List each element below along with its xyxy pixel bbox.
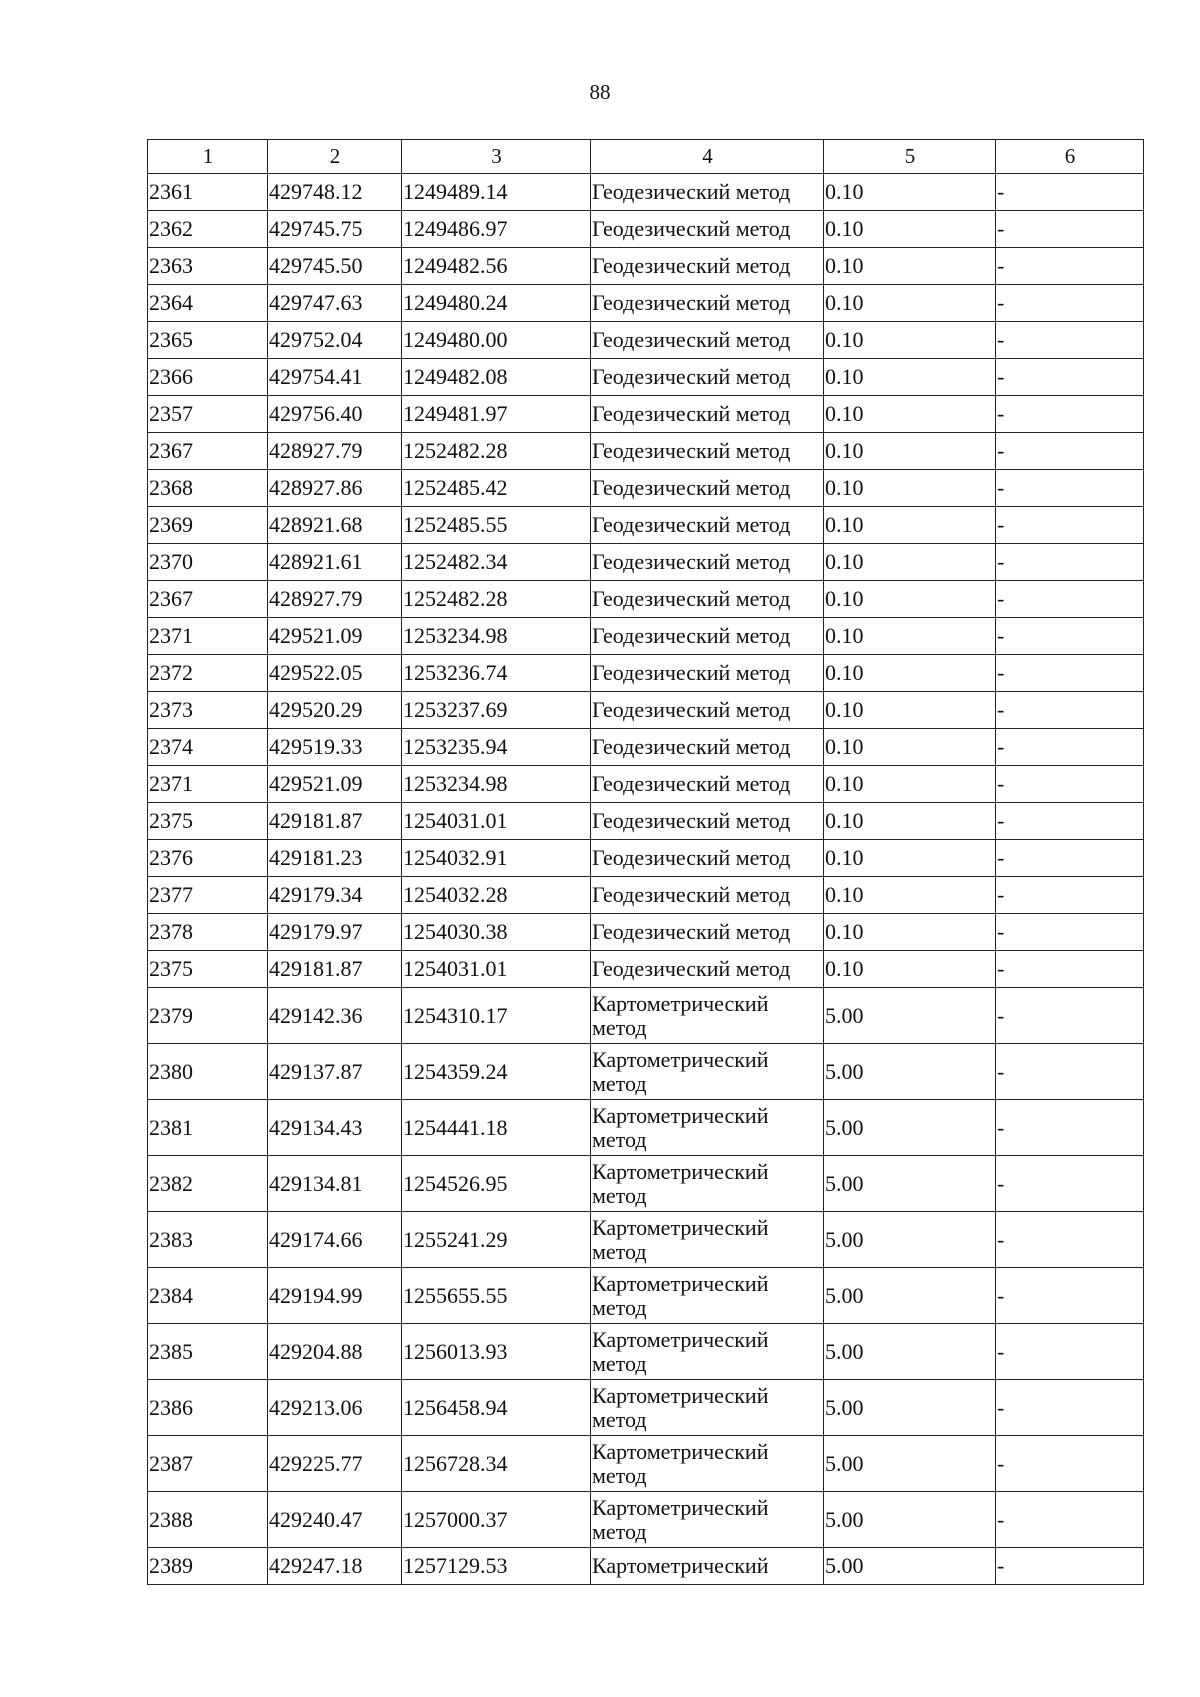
method-cell: Геодезический метод xyxy=(591,803,824,840)
accuracy-cell: 0.10 xyxy=(824,803,996,840)
method-cell: Геодезический метод xyxy=(591,248,824,285)
x-coordinate-cell: 429179.34 xyxy=(268,877,402,914)
method-cell: Картометрический xyxy=(591,1548,824,1585)
note-cell: - xyxy=(996,359,1144,396)
y-coordinate-cell: 1256458.94 xyxy=(402,1380,591,1436)
method-cell: Картометрический метод xyxy=(591,1212,824,1268)
y-coordinate-cell: 1253234.98 xyxy=(402,766,591,803)
y-coordinate-cell: 1249480.24 xyxy=(402,285,591,322)
note-cell: - xyxy=(996,1268,1144,1324)
note-cell: - xyxy=(996,470,1144,507)
accuracy-cell: 0.10 xyxy=(824,581,996,618)
accuracy-cell: 0.10 xyxy=(824,692,996,729)
point-number-cell: 2388 xyxy=(148,1492,268,1548)
method-cell: Картометрический метод xyxy=(591,1044,824,1100)
point-number-cell: 2373 xyxy=(148,692,268,729)
y-coordinate-cell: 1254310.17 xyxy=(402,988,591,1044)
accuracy-cell: 5.00 xyxy=(824,1436,996,1492)
coordinates-table xyxy=(147,139,1144,1585)
point-number-cell: 2369 xyxy=(148,507,268,544)
x-coordinate-cell: 429181.23 xyxy=(268,840,402,877)
y-coordinate-cell: 1253234.98 xyxy=(402,618,591,655)
x-coordinate-cell: 429745.50 xyxy=(268,248,402,285)
accuracy-cell: 5.00 xyxy=(824,1548,996,1585)
accuracy-cell: 5.00 xyxy=(824,1268,996,1324)
y-coordinate-cell: 1254359.24 xyxy=(402,1044,591,1100)
note-cell: - xyxy=(996,581,1144,618)
y-coordinate-cell: 1255655.55 xyxy=(402,1268,591,1324)
y-coordinate-cell: 1252482.28 xyxy=(402,433,591,470)
y-coordinate-cell: 1254030.38 xyxy=(402,914,591,951)
accuracy-cell: 0.10 xyxy=(824,433,996,470)
note-cell: - xyxy=(996,285,1144,322)
accuracy-cell: 0.10 xyxy=(824,248,996,285)
note-cell: - xyxy=(996,803,1144,840)
point-number-cell: 2372 xyxy=(148,655,268,692)
accuracy-cell: 0.10 xyxy=(824,840,996,877)
point-number-cell: 2375 xyxy=(148,803,268,840)
x-coordinate-cell: 429521.09 xyxy=(268,766,402,803)
y-coordinate-cell: 1256728.34 xyxy=(402,1436,591,1492)
accuracy-cell: 5.00 xyxy=(824,1044,996,1100)
x-coordinate-cell: 429754.41 xyxy=(268,359,402,396)
accuracy-cell: 5.00 xyxy=(824,1380,996,1436)
accuracy-cell: 0.10 xyxy=(824,951,996,988)
x-coordinate-cell: 429747.63 xyxy=(268,285,402,322)
accuracy-cell: 0.10 xyxy=(824,618,996,655)
x-coordinate-cell: 429756.40 xyxy=(268,396,402,433)
note-cell: - xyxy=(996,507,1144,544)
note-cell: - xyxy=(996,1492,1144,1548)
table-row xyxy=(148,359,1144,396)
table-row xyxy=(148,1268,1144,1324)
table-row xyxy=(148,1380,1144,1436)
y-coordinate-cell: 1249486.97 xyxy=(402,211,591,248)
point-number-cell: 2364 xyxy=(148,285,268,322)
point-number-cell: 2362 xyxy=(148,211,268,248)
x-coordinate-cell: 429519.33 xyxy=(268,729,402,766)
header-cell: 1 xyxy=(148,140,268,174)
x-coordinate-cell: 428927.86 xyxy=(268,470,402,507)
point-number-cell: 2374 xyxy=(148,729,268,766)
table-row xyxy=(148,729,1144,766)
y-coordinate-cell: 1254032.91 xyxy=(402,840,591,877)
y-coordinate-cell: 1253235.94 xyxy=(402,729,591,766)
x-coordinate-cell: 429752.04 xyxy=(268,322,402,359)
accuracy-cell: 0.10 xyxy=(824,655,996,692)
point-number-cell: 2378 xyxy=(148,914,268,951)
accuracy-cell: 0.10 xyxy=(824,211,996,248)
x-coordinate-cell: 428921.61 xyxy=(268,544,402,581)
table-row xyxy=(148,840,1144,877)
table-row xyxy=(148,322,1144,359)
table-row xyxy=(148,285,1144,322)
y-coordinate-cell: 1253236.74 xyxy=(402,655,591,692)
note-cell: - xyxy=(996,433,1144,470)
point-number-cell: 2380 xyxy=(148,1044,268,1100)
method-cell: Геодезический метод xyxy=(591,285,824,322)
header-cell: 3 xyxy=(402,140,591,174)
header-cell: 5 xyxy=(824,140,996,174)
x-coordinate-cell: 429137.87 xyxy=(268,1044,402,1100)
table-row xyxy=(148,1044,1144,1100)
x-coordinate-cell: 429204.88 xyxy=(268,1324,402,1380)
table-row xyxy=(148,655,1144,692)
point-number-cell: 2382 xyxy=(148,1156,268,1212)
y-coordinate-cell: 1254032.28 xyxy=(402,877,591,914)
x-coordinate-cell: 429521.09 xyxy=(268,618,402,655)
table-row xyxy=(148,507,1144,544)
note-cell: - xyxy=(996,174,1144,211)
method-cell: Геодезический метод xyxy=(591,581,824,618)
point-number-cell: 2375 xyxy=(148,951,268,988)
point-number-cell: 2367 xyxy=(148,581,268,618)
table-row xyxy=(148,618,1144,655)
note-cell: - xyxy=(996,248,1144,285)
x-coordinate-cell: 429179.97 xyxy=(268,914,402,951)
y-coordinate-cell: 1257129.53 xyxy=(402,1548,591,1585)
x-coordinate-cell: 428927.79 xyxy=(268,433,402,470)
method-cell: Геодезический метод xyxy=(591,618,824,655)
y-coordinate-cell: 1256013.93 xyxy=(402,1324,591,1380)
point-number-cell: 2385 xyxy=(148,1324,268,1380)
x-coordinate-cell: 428927.79 xyxy=(268,581,402,618)
note-cell: - xyxy=(996,914,1144,951)
y-coordinate-cell: 1249489.14 xyxy=(402,174,591,211)
method-cell: Геодезический метод xyxy=(591,544,824,581)
table-body xyxy=(148,174,1144,1585)
accuracy-cell: 5.00 xyxy=(824,1324,996,1380)
method-cell: Картометрический метод xyxy=(591,1156,824,1212)
method-cell: Геодезический метод xyxy=(591,470,824,507)
table-row xyxy=(148,1492,1144,1548)
x-coordinate-cell: 429181.87 xyxy=(268,803,402,840)
table-row xyxy=(148,1100,1144,1156)
y-coordinate-cell: 1253237.69 xyxy=(402,692,591,729)
point-number-cell: 2371 xyxy=(148,766,268,803)
table-row xyxy=(148,544,1144,581)
table-row xyxy=(148,766,1144,803)
point-number-cell: 2381 xyxy=(148,1100,268,1156)
accuracy-cell: 0.10 xyxy=(824,396,996,433)
note-cell: - xyxy=(996,840,1144,877)
method-cell: Геодезический метод xyxy=(591,729,824,766)
point-number-cell: 2370 xyxy=(148,544,268,581)
accuracy-cell: 0.10 xyxy=(824,285,996,322)
point-number-cell: 2368 xyxy=(148,470,268,507)
note-cell: - xyxy=(996,877,1144,914)
x-coordinate-cell: 429745.75 xyxy=(268,211,402,248)
note-cell: - xyxy=(996,1436,1144,1492)
method-cell: Геодезический метод xyxy=(591,951,824,988)
accuracy-cell: 0.10 xyxy=(824,359,996,396)
note-cell: - xyxy=(996,692,1144,729)
page-number: 88 xyxy=(589,80,611,104)
method-cell: Картометрический метод xyxy=(591,1268,824,1324)
y-coordinate-cell: 1252482.34 xyxy=(402,544,591,581)
x-coordinate-cell: 429225.77 xyxy=(268,1436,402,1492)
x-coordinate-cell: 429134.81 xyxy=(268,1156,402,1212)
point-number-cell: 2377 xyxy=(148,877,268,914)
accuracy-cell: 0.10 xyxy=(824,174,996,211)
x-coordinate-cell: 429134.43 xyxy=(268,1100,402,1156)
table-row xyxy=(148,1324,1144,1380)
accuracy-cell: 5.00 xyxy=(824,1100,996,1156)
x-coordinate-cell: 429181.87 xyxy=(268,951,402,988)
note-cell: - xyxy=(996,988,1144,1044)
table-row xyxy=(148,470,1144,507)
accuracy-cell: 0.10 xyxy=(824,470,996,507)
table-row xyxy=(148,988,1144,1044)
table-row xyxy=(148,951,1144,988)
accuracy-cell: 5.00 xyxy=(824,1156,996,1212)
point-number-cell: 2387 xyxy=(148,1436,268,1492)
method-cell: Геодезический метод xyxy=(591,877,824,914)
y-coordinate-cell: 1252485.42 xyxy=(402,470,591,507)
point-number-cell: 2384 xyxy=(148,1268,268,1324)
header-cell: 2 xyxy=(268,140,402,174)
table-row xyxy=(148,248,1144,285)
note-cell: - xyxy=(996,1548,1144,1585)
method-cell: Картометрический метод xyxy=(591,1100,824,1156)
point-number-cell: 2386 xyxy=(148,1380,268,1436)
note-cell: - xyxy=(996,1380,1144,1436)
accuracy-cell: 5.00 xyxy=(824,1492,996,1548)
table-row xyxy=(148,1156,1144,1212)
method-cell: Геодезический метод xyxy=(591,507,824,544)
accuracy-cell: 5.00 xyxy=(824,988,996,1044)
x-coordinate-cell: 429240.47 xyxy=(268,1492,402,1548)
accuracy-cell: 0.10 xyxy=(824,322,996,359)
point-number-cell: 2371 xyxy=(148,618,268,655)
method-cell: Геодезический метод xyxy=(591,359,824,396)
method-cell: Картометрический метод xyxy=(591,1324,824,1380)
point-number-cell: 2389 xyxy=(148,1548,268,1585)
point-number-cell: 2383 xyxy=(148,1212,268,1268)
note-cell: - xyxy=(996,618,1144,655)
method-cell: Геодезический метод xyxy=(591,322,824,359)
note-cell: - xyxy=(996,322,1144,359)
method-cell: Геодезический метод xyxy=(591,174,824,211)
method-cell: Геодезический метод xyxy=(591,211,824,248)
note-cell: - xyxy=(996,655,1144,692)
method-cell: Картометрический метод xyxy=(591,1436,824,1492)
method-cell: Геодезический метод xyxy=(591,766,824,803)
y-coordinate-cell: 1255241.29 xyxy=(402,1212,591,1268)
point-number-cell: 2376 xyxy=(148,840,268,877)
x-coordinate-cell: 429520.29 xyxy=(268,692,402,729)
accuracy-cell: 5.00 xyxy=(824,1212,996,1268)
note-cell: - xyxy=(996,211,1144,248)
x-coordinate-cell: 429194.99 xyxy=(268,1268,402,1324)
y-coordinate-cell: 1257000.37 xyxy=(402,1492,591,1548)
y-coordinate-cell: 1249481.97 xyxy=(402,396,591,433)
method-cell: Картометрический метод xyxy=(591,1492,824,1548)
x-coordinate-cell: 429247.18 xyxy=(268,1548,402,1585)
note-cell: - xyxy=(996,1044,1144,1100)
accuracy-cell: 0.10 xyxy=(824,914,996,951)
table-header-row xyxy=(148,140,1144,174)
table-row xyxy=(148,877,1144,914)
table-row xyxy=(148,1548,1144,1585)
y-coordinate-cell: 1252485.55 xyxy=(402,507,591,544)
point-number-cell: 2367 xyxy=(148,433,268,470)
table-row xyxy=(148,581,1144,618)
table-row xyxy=(148,914,1144,951)
table-row xyxy=(148,692,1144,729)
accuracy-cell: 0.10 xyxy=(824,766,996,803)
method-cell: Геодезический метод xyxy=(591,914,824,951)
y-coordinate-cell: 1249482.56 xyxy=(402,248,591,285)
accuracy-cell: 0.10 xyxy=(824,544,996,581)
point-number-cell: 2379 xyxy=(148,988,268,1044)
note-cell: - xyxy=(996,1324,1144,1380)
note-cell: - xyxy=(996,544,1144,581)
method-cell: Геодезический метод xyxy=(591,692,824,729)
x-coordinate-cell: 429522.05 xyxy=(268,655,402,692)
note-cell: - xyxy=(996,1156,1144,1212)
method-cell: Картометрический метод xyxy=(591,1380,824,1436)
x-coordinate-cell: 429142.36 xyxy=(268,988,402,1044)
accuracy-cell: 0.10 xyxy=(824,507,996,544)
y-coordinate-cell: 1249482.08 xyxy=(402,359,591,396)
header-cell: 4 xyxy=(591,140,824,174)
table-row xyxy=(148,1436,1144,1492)
method-cell: Геодезический метод xyxy=(591,396,824,433)
method-cell: Геодезический метод xyxy=(591,655,824,692)
y-coordinate-cell: 1254031.01 xyxy=(402,951,591,988)
accuracy-cell: 0.10 xyxy=(824,729,996,766)
note-cell: - xyxy=(996,1212,1144,1268)
table-row xyxy=(148,433,1144,470)
y-coordinate-cell: 1252482.28 xyxy=(402,581,591,618)
note-cell: - xyxy=(996,396,1144,433)
header-cell: 6 xyxy=(996,140,1144,174)
x-coordinate-cell: 429213.06 xyxy=(268,1380,402,1436)
point-number-cell: 2363 xyxy=(148,248,268,285)
table-row xyxy=(148,803,1144,840)
y-coordinate-cell: 1254526.95 xyxy=(402,1156,591,1212)
note-cell: - xyxy=(996,729,1144,766)
point-number-cell: 2361 xyxy=(148,174,268,211)
note-cell: - xyxy=(996,766,1144,803)
x-coordinate-cell: 429174.66 xyxy=(268,1212,402,1268)
y-coordinate-cell: 1249480.00 xyxy=(402,322,591,359)
point-number-cell: 2365 xyxy=(148,322,268,359)
x-coordinate-cell: 429748.12 xyxy=(268,174,402,211)
table-row xyxy=(148,1212,1144,1268)
table-row xyxy=(148,174,1144,211)
table-row xyxy=(148,396,1144,433)
x-coordinate-cell: 428921.68 xyxy=(268,507,402,544)
y-coordinate-cell: 1254031.01 xyxy=(402,803,591,840)
method-cell: Картометрический метод xyxy=(591,988,824,1044)
accuracy-cell: 0.10 xyxy=(824,877,996,914)
y-coordinate-cell: 1254441.18 xyxy=(402,1100,591,1156)
method-cell: Геодезический метод xyxy=(591,433,824,470)
point-number-cell: 2366 xyxy=(148,359,268,396)
point-number-cell: 2357 xyxy=(148,396,268,433)
table-row xyxy=(148,211,1144,248)
method-cell: Геодезический метод xyxy=(591,840,824,877)
note-cell: - xyxy=(996,1100,1144,1156)
note-cell: - xyxy=(996,951,1144,988)
